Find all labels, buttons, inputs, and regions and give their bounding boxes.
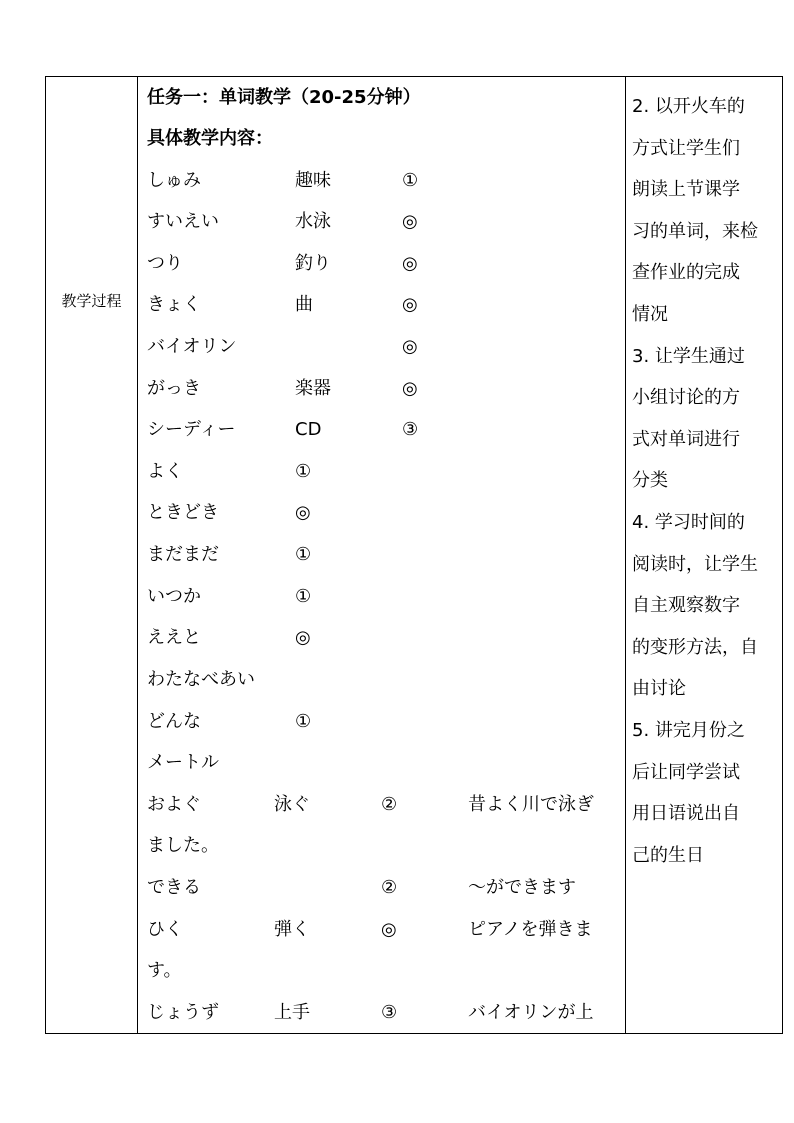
verb-kana: できる (147, 877, 201, 898)
note-line: 情况 (632, 303, 668, 325)
vocab-kanji: CD (295, 419, 322, 440)
vocab-kanji: 楽器 (295, 378, 331, 399)
verb-kana: じょうず (147, 1002, 219, 1023)
adverb-kana: メートル (147, 752, 219, 773)
adverb-kana: ええと (147, 627, 201, 648)
verb-accent: ③ (381, 1002, 398, 1023)
adverb-accent: ① (295, 461, 312, 482)
vocab-accent: ◎ (402, 336, 418, 357)
vocab-kanji: 水泳 (295, 211, 331, 232)
note-line: 自主观察数字 (632, 595, 740, 617)
content-subheading: 具体教学内容： (147, 128, 273, 149)
note-line: 5. 讲完月份之 (632, 719, 745, 741)
verb-example-continuation: ました。 (147, 835, 219, 856)
note-line: 4. 学习时间的 (632, 511, 745, 533)
vocab-kanji: 趣味 (295, 170, 331, 191)
note-line: 式对单词进行 (632, 428, 740, 450)
adverb-kana: わたなべあい (147, 669, 255, 690)
vocab-kana: バイオリン (147, 336, 237, 357)
verb-kana: ひく (147, 919, 183, 940)
note-line: 方式让学生们 (632, 137, 740, 159)
note-line: 查作业的完成 (632, 262, 740, 284)
verb-example: ～ができます (468, 877, 576, 898)
adverb-kana: まだまだ (147, 544, 219, 565)
note-line: 用日语说出自 (632, 803, 740, 825)
vocab-accent: ① (402, 170, 419, 191)
verb-example: バイオリンが上 (468, 1002, 594, 1023)
adverb-accent: ① (295, 711, 312, 732)
note-line: 的变形方法，自 (632, 636, 758, 658)
vocab-accent: ③ (402, 419, 419, 440)
vocab-kana: すいえい (147, 211, 219, 232)
vocab-kana: しゅみ (147, 170, 201, 191)
adverb-kana: いつか (147, 586, 201, 607)
vocab-kanji: 釣り (295, 253, 331, 274)
verb-kana: およぐ (147, 794, 201, 815)
note-line: 朗读上节课学 (632, 179, 740, 201)
verb-example: 昔よく川で泳ぎ (468, 794, 594, 815)
note-line: 习的单词，来检 (632, 220, 758, 242)
adverb-kana: どんな (147, 711, 201, 732)
note-line: 分类 (632, 470, 668, 492)
vocab-accent: ◎ (402, 378, 418, 399)
verb-accent: ② (381, 794, 398, 815)
verb-example: ピアノを弾きま (468, 919, 593, 940)
note-line: 3. 让学生通过 (632, 345, 745, 367)
adverb-kana: よく (147, 461, 183, 482)
verb-kanji: 弾く (274, 919, 310, 940)
note-line: 阅读时，让学生 (632, 553, 758, 575)
note-line: 己的生日 (632, 844, 704, 866)
note-line: 后让同学尝试 (632, 761, 740, 783)
vocab-kanji: 曲 (295, 294, 313, 315)
verb-accent: ② (381, 877, 398, 898)
adverb-accent: ◎ (295, 627, 311, 648)
verb-accent: ◎ (381, 919, 397, 940)
vocab-accent: ◎ (402, 294, 418, 315)
note-line: 小组讨论的方 (632, 387, 740, 409)
vocab-kana: がっき (147, 378, 201, 399)
verb-kanji: 上手 (274, 1002, 310, 1023)
column-divider-right (625, 77, 626, 1033)
verb-example-continuation: す。 (147, 960, 182, 981)
vocab-kana: シーディー (147, 419, 236, 440)
section-label: 教学过程 (61, 292, 122, 310)
note-line: 2. 以开火车的 (632, 96, 745, 117)
adverb-accent: ① (295, 544, 312, 565)
adverb-accent: ◎ (295, 502, 311, 523)
vocab-kana: つり (147, 253, 183, 274)
task-heading: 任务一：单词教学（20-25分钟） (147, 87, 421, 108)
vocab-kana: きょく (147, 294, 201, 315)
verb-kanji: 泳ぐ (274, 794, 310, 815)
adverb-kana: ときどき (147, 502, 219, 523)
vocab-accent: ◎ (402, 211, 418, 232)
column-divider-left (137, 77, 138, 1033)
adverb-accent: ① (295, 586, 312, 607)
teaching-notes (632, 86, 780, 876)
vocab-accent: ◎ (402, 253, 418, 274)
note-line: 由讨论 (632, 678, 686, 700)
